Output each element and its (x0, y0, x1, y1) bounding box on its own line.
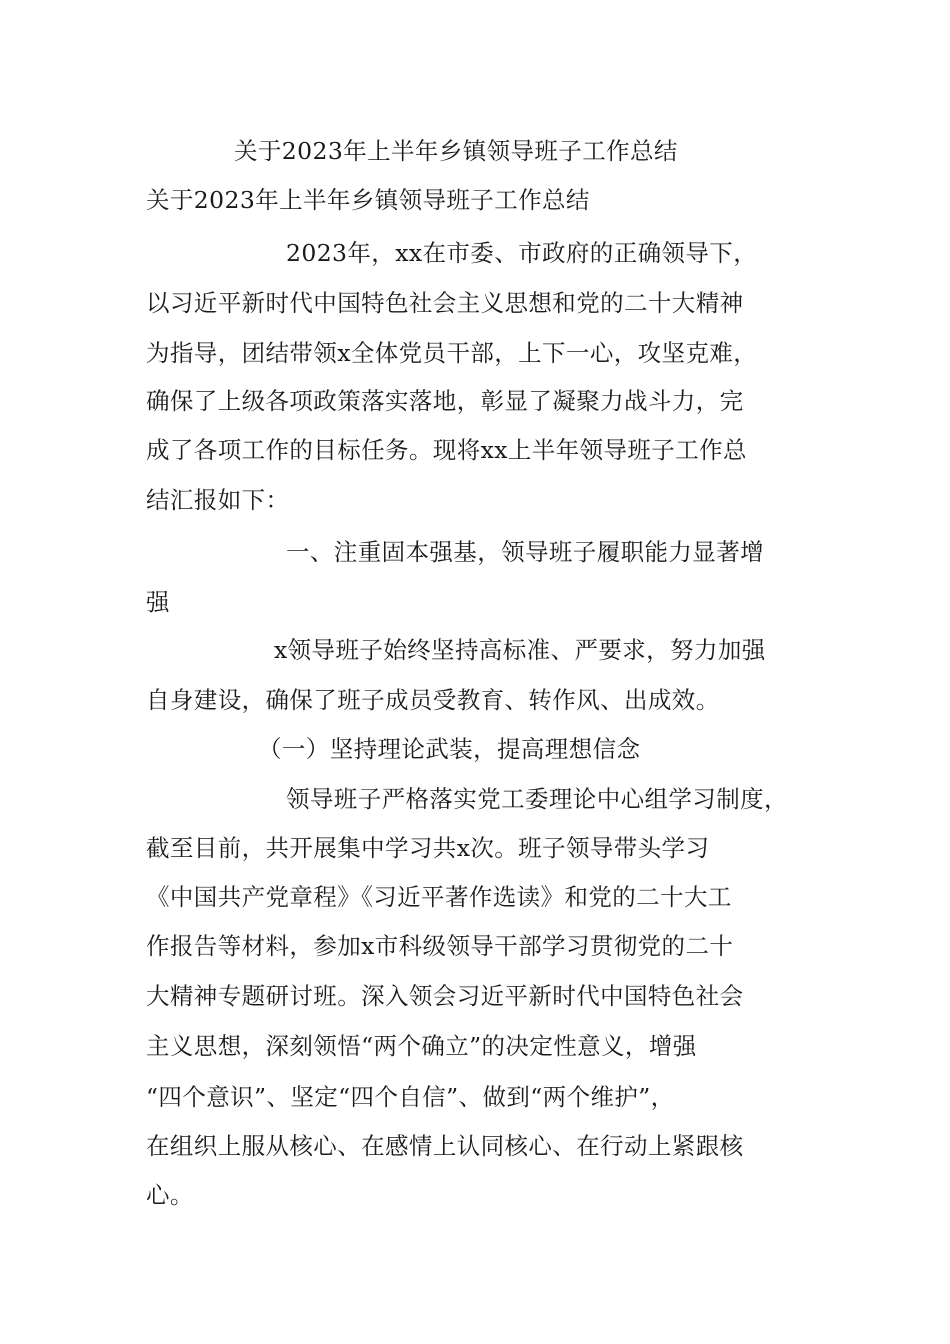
subsection-body-line: 领导班子严格落实党工委理论中心组学习制度， (286, 785, 788, 813)
intro-line: 2023年，xx在市委、市政府的正确领导下， (286, 239, 758, 267)
intro-line: 结汇报如下： (146, 486, 290, 514)
section-body-line: 自身建设，确保了班子成员受教育、转作风、出成效。 (146, 686, 720, 714)
subsection-body-line: 截至目前，共开展集中学习共x次。班子领导带头学习 (146, 834, 710, 862)
section-body-line: x领导班子始终坚持高标准、严要求，努力加强 (274, 636, 766, 664)
subsection-body-line: “四个意识”、坚定“四个自信”、做到“两个维护”， (146, 1083, 675, 1111)
section-heading: 强 (146, 588, 170, 616)
intro-line: 以习近平新时代中国特色社会主义思想和党的二十大精神 (146, 289, 744, 317)
subsection-body-line: 作报告等材料，参加x市科级领导干部学习贯彻党的二十 (146, 932, 734, 960)
subsection-body-line: 大精神专题研讨班。深入领会习近平新时代中国特色社会 (146, 982, 744, 1010)
document-title: 关于2023年上半年乡镇领导班子工作总结 (234, 137, 678, 165)
intro-line: 为指导，团结带领x全体党员干部，上下一心，攻坚克难， (146, 339, 758, 367)
document-subtitle: 关于2023年上半年乡镇领导班子工作总结 (146, 186, 590, 214)
subsection-body-line: 主义思想，深刻领悟“两个确立”的决定性意义，增强 (146, 1032, 697, 1060)
subsection-heading: （一）坚持理论武装，提高理想信念 (258, 735, 641, 763)
subsection-body-line: 《中国共产党章程》《习近平著作选读》和党的二十大工 (146, 883, 732, 911)
section-heading: 一、注重固本强基，领导班子履职能力显著增 (286, 538, 764, 566)
subsection-body-line: 心。 (146, 1181, 194, 1209)
intro-line: 成了各项工作的目标任务。现将xx上半年领导班子工作总 (146, 436, 747, 464)
intro-line: 确保了上级各项政策落实落地，彰显了凝聚力战斗力，完 (146, 387, 744, 415)
subsection-body-line: 在组织上服从核心、在感情上认同核心、在行动上紧跟核 (146, 1132, 744, 1160)
